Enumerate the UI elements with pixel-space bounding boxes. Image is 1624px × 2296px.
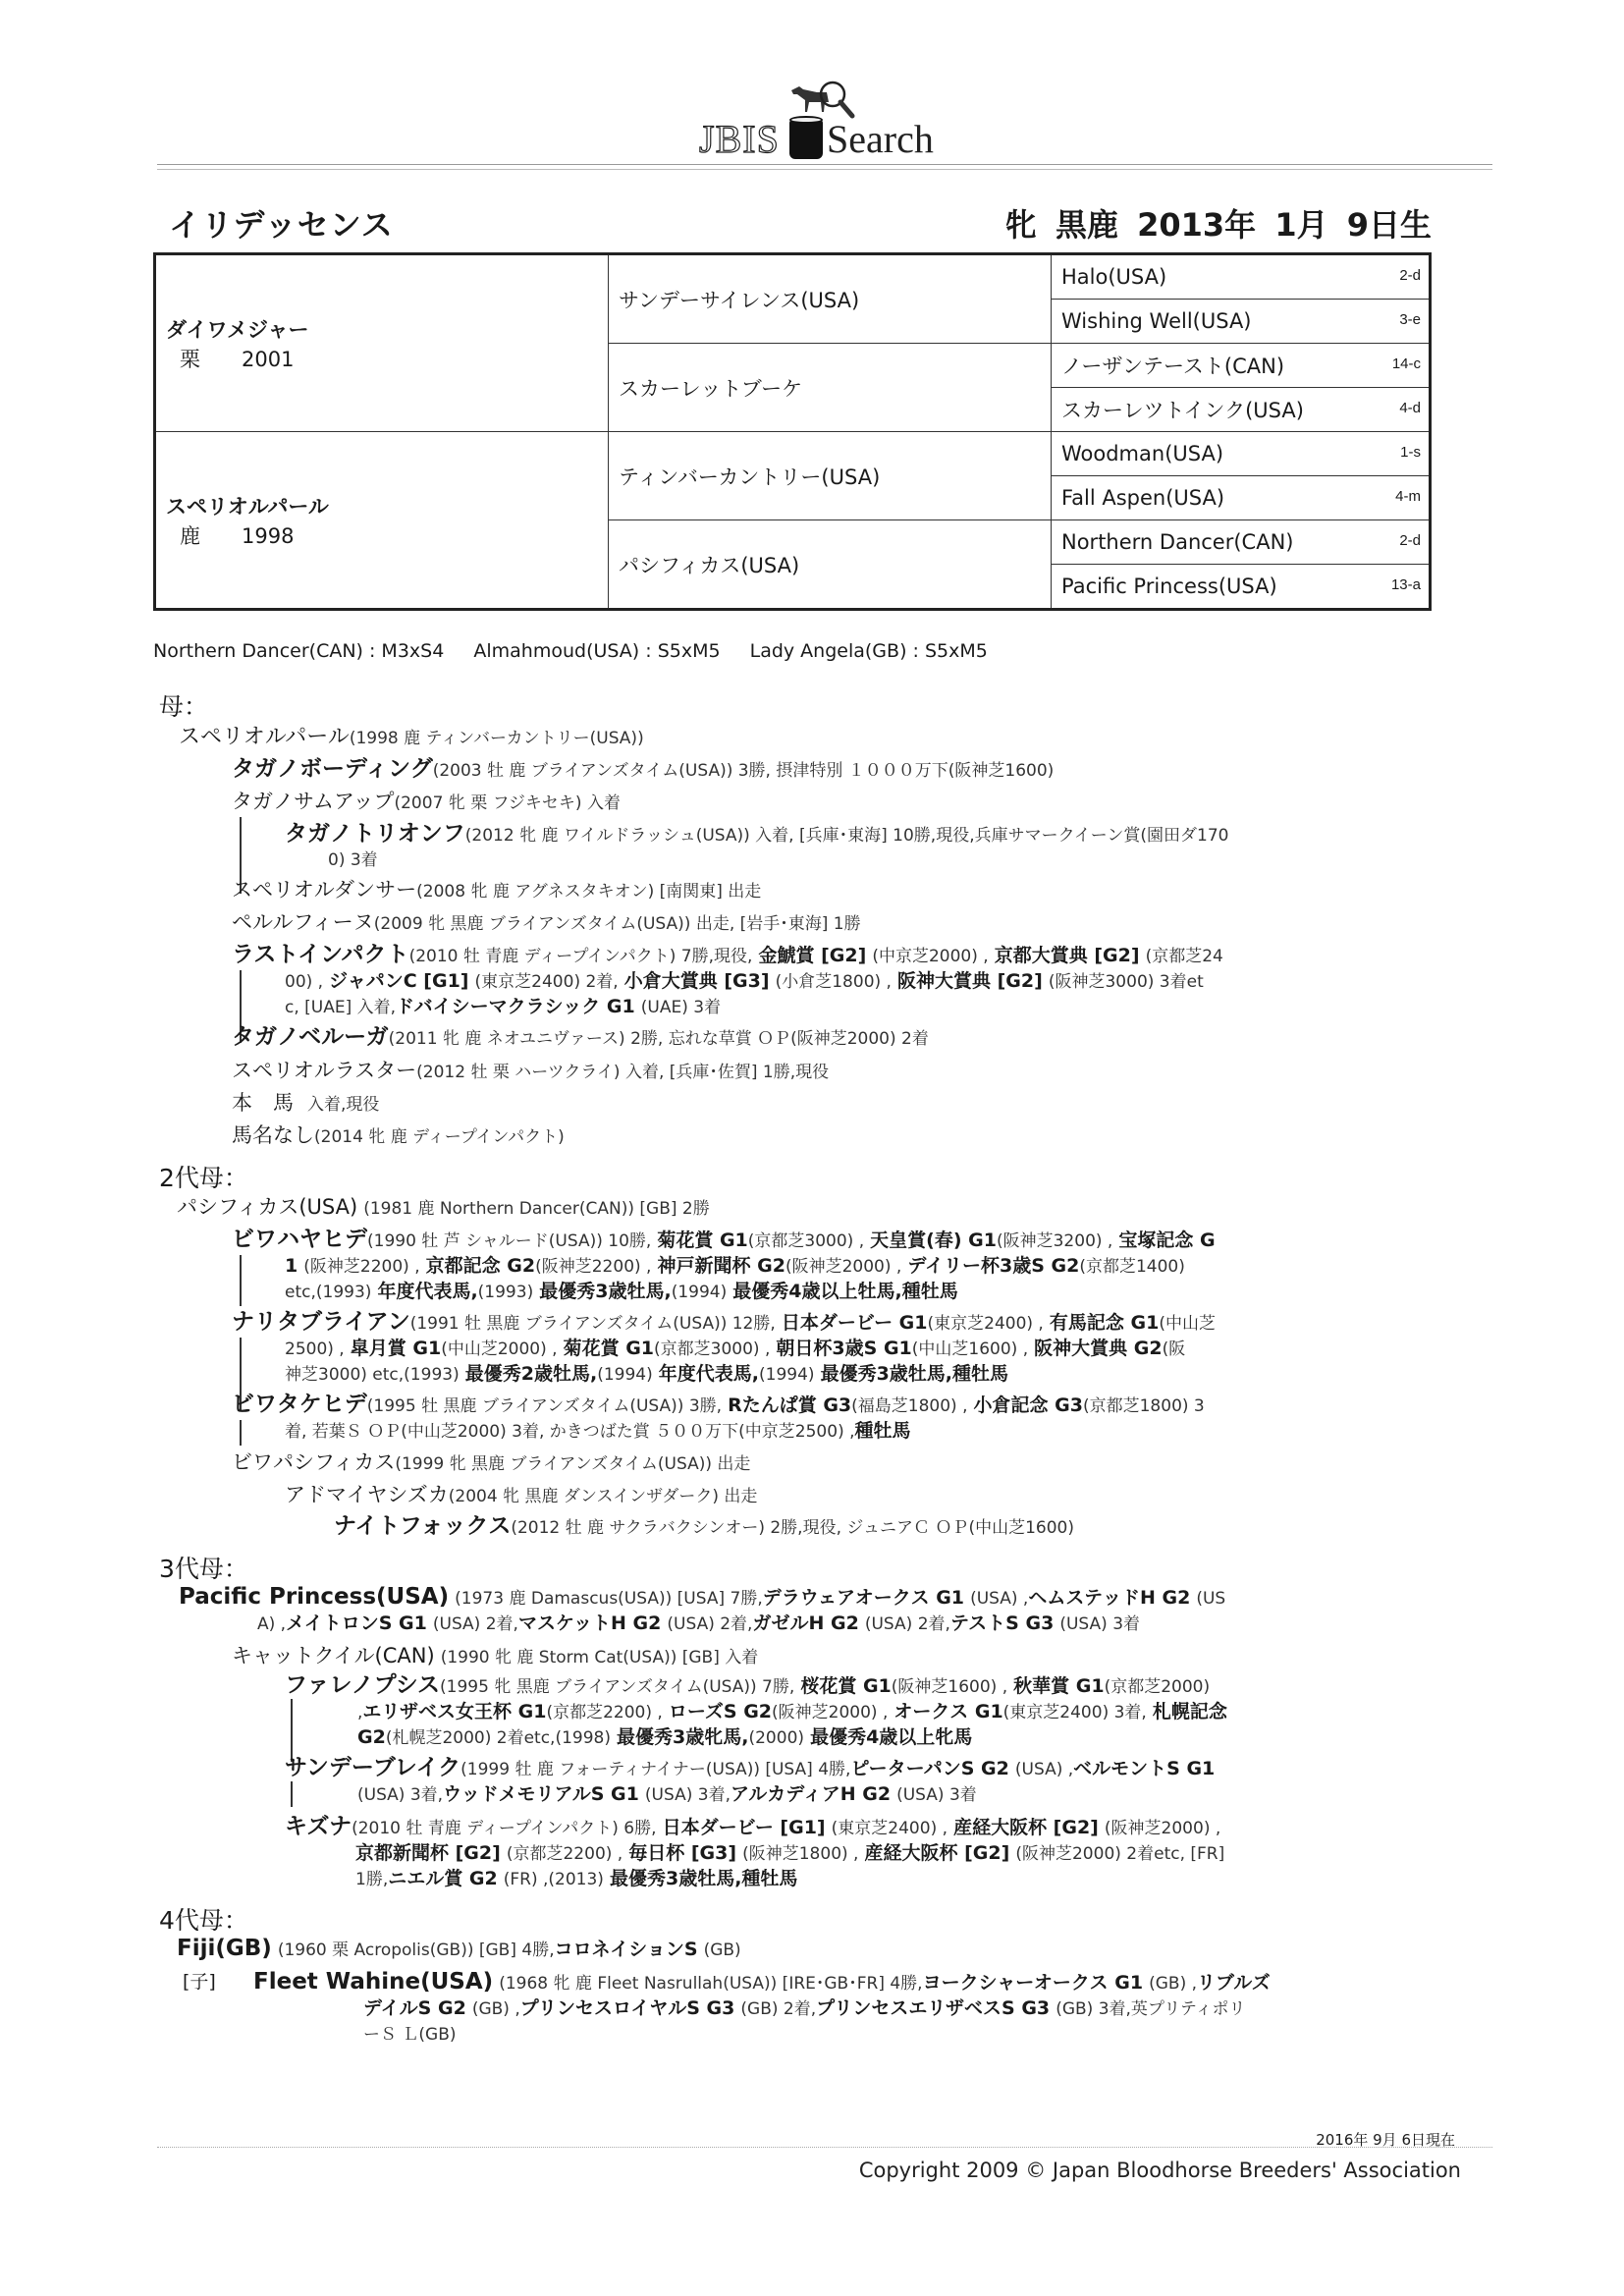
entry-detail: , [357,1703,363,1722]
logo-search: Search [827,117,934,161]
entry-name: スペリオルダンサー [232,878,417,902]
family-number: 13-a [1390,576,1421,593]
horse-name: イリデッセンス [169,206,394,244]
family-entry [285,1756,1478,1808]
entry-detail-cont: 0) 3着 [328,850,378,870]
entry-detail: (京都芝2000) [1104,1677,1211,1697]
pedigree-dam [155,432,609,610]
entry-detail: (福島芝1800) , [851,1396,968,1416]
family-entry [334,1514,1074,1541]
entry-detail: (USA) 2着, [432,1614,518,1634]
entry-detail: (GB) , [1149,1974,1198,1994]
entry-detail: (1960 栗 Acropolis(GB)) [GB] 4勝, [277,1941,555,1960]
race-win: 菊花賞 G1 [657,1230,748,1251]
entry-name: Fleet Wahine(USA) [253,1969,494,1995]
dam-color: 鹿 [180,523,200,548]
family-entry [232,1059,829,1085]
entry-detail: (阪神芝2000) , [772,1703,889,1722]
race-win: ピーターパンS G2 [850,1758,1009,1779]
family-entry [232,1393,1479,1445]
race-win: デイルS G2 [363,1997,466,2019]
entry-detail: (US [1196,1589,1226,1609]
section-g2dam-heading: 2代母： [159,1164,248,1192]
entry-detail: (2010 牡 青鹿 ディープインパクト) 6勝, [352,1819,657,1838]
award: 最優秀3歳牡馬,種牡馬 [820,1363,1009,1385]
family-number: 4-m [1395,488,1421,505]
entry-detail: (GB) [703,1941,741,1960]
race-win: 阪神大賞典 [G2] [897,970,1043,992]
family-entry [232,1228,1479,1305]
footer-divider [157,2147,1492,2148]
entry-name: ペルルフィーヌ [232,910,374,934]
award: 最優秀2歳牡馬, [464,1363,598,1385]
entry-name: スペリオルラスター [232,1059,417,1082]
family-entry [232,1450,750,1477]
entry-detail: (1993) [477,1283,534,1302]
entry-detail: (2011 牝 鹿 ネオユニヴァース) 2勝, 忘れな草賞 ＯＰ(阪神芝2000) 2着 [388,1029,929,1049]
g3-name: スカーレツトインク(USA) [1061,399,1304,422]
section-dam-heading: 母： [159,692,209,721]
entry-detail: (2004 牝 黒鹿 ダンスインザダーク) 出走 [448,1487,758,1506]
entry-detail: (USA) 2着, [667,1614,753,1634]
entry-detail: (京都芝2200) , [546,1703,663,1722]
entry-detail: (東京芝2400) 2着, [474,972,619,992]
entry-detail: (京都芝2200) , [506,1844,623,1864]
race-win: 京都大賞典 [G2] [994,945,1140,966]
entry-detail: (1991 牡 黒鹿 ブライアンズタイム(USA)) 12勝, [409,1314,776,1334]
family-entry [232,757,1054,784]
entry-detail: (1990 牡 芦 シャルード(USA)) 10勝, [367,1231,652,1251]
race-win: 札幌記念 [1152,1701,1227,1722]
copyright-notice: Copyright 2009 © Japan Bloodhorse Breeders' Association [858,2159,1461,2182]
entry-detail: (阪神芝1800) , [742,1844,859,1864]
entry-detail: (東京芝2400) , [831,1819,948,1838]
entry-detail: (阪神芝3000) 3着et [1048,972,1204,992]
entry-detail: c, [UAE] 入着, [285,998,397,1017]
entry-detail: (1994) [597,1365,653,1385]
race-win: 日本ダービー G1 [781,1312,928,1334]
race-win: マスケットH G2 [517,1613,662,1634]
entry-detail: (1990 牝 鹿 Storm Cat(USA)) [GB] 入着 [440,1648,759,1667]
entry-name: Fiji(GB) [177,1936,272,1961]
entry-detail: 入着,現役 [307,1095,380,1115]
family-entry [179,1585,1475,1637]
entry-detail: (USA) , [1014,1760,1074,1779]
entry-name: ラストインパクト [232,942,409,967]
family-entry [232,1644,758,1670]
sire-name: ダイワメジャー [166,317,309,342]
entry-detail: (2012 牡 栗 ハーツクライ) 入着, [兵庫･佐賀] 1勝,現役 [416,1063,830,1082]
horse-info [1005,200,1432,246]
entry-detail: (阪神芝2200) , [303,1257,420,1277]
award: 種牡馬 [854,1420,911,1442]
pedigree-g3 [1052,432,1431,476]
race-win: 小倉記念 G3 [973,1394,1083,1416]
entry-detail: (GB) , [471,1999,520,2019]
family-entry [177,1195,710,1222]
entry-detail: (2010 牡 青鹿 ディープインパクト) 7勝,現役, [408,947,753,966]
family-entry [232,1123,565,1150]
entry-detail: (東京芝2400) , [927,1314,1044,1334]
family-number: 3-e [1399,311,1421,328]
family-entry [179,725,644,751]
sire-color: 栗 [180,347,200,371]
entry-detail: (UAE) 3着 [640,998,722,1017]
entry-detail: (阪神芝1600) , [891,1677,1008,1697]
race-win: 金鯱賞 [G2] [758,945,867,966]
family-number: 1-s [1400,444,1421,461]
inbreeding-item: Lady Angela(GB) : S5xM5 [749,640,988,662]
entry-name: ファレノプシス [285,1672,441,1698]
entry-detail: (1998 鹿 ティンバーカントリー(USA)) [349,729,644,748]
header-divider [157,164,1492,170]
pedigree-table [153,252,1432,611]
entry-detail: 00) , [285,972,324,992]
entry-detail: (京都芝3000) , [747,1231,865,1251]
inbreeding-item: Almahmoud(USA) : S5xM5 [473,640,721,662]
award: 最優秀4歳以上牡馬,種牡馬 [732,1281,958,1302]
entry-detail: (FR) ,(2013) [503,1870,604,1889]
entry-detail: (2012 牝 鹿 ワイルドラッシュ(USA)) 入着, [兵庫･東海] 10勝,現役,兵庫サマークイーン賞(園田ダ170 [464,826,1229,846]
race-win: テストS G3 [949,1613,1055,1634]
family-entry [232,910,861,937]
award: 最優秀3歳牝馬, [617,1726,749,1748]
entry-detail: (1994) [671,1283,728,1302]
pedigree-g3 [1052,344,1431,388]
entry-detail: (GB) 3着,英プリティポリ [1056,1999,1246,2019]
entry-detail: (阪神芝3200) , [996,1231,1113,1251]
award: 最優秀3歳牡馬,種牡馬 [609,1868,798,1889]
entry-name: タガノベルーガ [232,1024,389,1050]
entry-detail: (中京芝2000) , [872,947,989,966]
inbreeding-item: Northern Dancer(CAN) : M3xS4 [153,640,445,662]
entry-name: サンデーブレイク [285,1755,461,1780]
race-win: 桜花賞 G1 [800,1675,892,1697]
g3-name: Woodman(USA) [1061,442,1224,465]
entry-name: タガノトリオンフ [285,821,465,847]
entry-detail: (2003 牡 鹿 ブライアンズタイム(USA)) 3勝, 摂津特別 １０００万下(阪神芝1600) [432,761,1055,781]
dam-year: 1998 [242,523,295,548]
race-win: 朝日杯3歳S G1 [776,1338,912,1359]
entry-detail: (1995 牡 黒鹿 ブライアンズタイム(USA)) 3勝, [366,1396,723,1416]
pedigree-g2: パシフィカス(USA) [609,520,1052,610]
entry-name: ビワパシフィカス [232,1450,396,1474]
g3-name: Northern Dancer(CAN) [1061,530,1294,554]
entry-name: タガノボーディング [232,756,433,782]
family-number: 2-d [1399,532,1421,549]
entry-detail: etc,(1993) [285,1283,372,1302]
race-win: 1 [285,1255,298,1277]
race-win: 日本ダービー [G1] [662,1817,826,1838]
pedigree-g3 [1052,388,1431,432]
inbreeding-line [153,640,1011,662]
entry-detail: (京都芝24 [1145,947,1223,966]
race-win: メイトロンS G1 [286,1613,427,1634]
race-win: 宝塚記念 G [1118,1230,1216,1251]
entry-detail: (GB) 2着, [740,1999,817,2019]
family-entry [285,1483,757,1509]
race-win: ヨークシャーオークス G1 [922,1972,1144,1994]
race-win: リブルズ [1197,1972,1271,1994]
entry-name: ナリタブライアン [232,1309,410,1335]
race-win: プリンセスロイヤルS G3 [519,1997,735,2019]
entry-detail: (中山芝1600) , [911,1339,1029,1359]
entry-detail: ーＳ Ｌ(GB) [363,2025,457,2045]
race-win: Rたんぱ賞 G3 [728,1394,852,1416]
horse-birth: 2013年 1月 9日生 [1137,206,1432,244]
entry-detail: (USA) 3着, [357,1785,444,1805]
entry-detail: 着, 若葉Ｓ ＯＰ(中山芝2000) 3着, かきつばた賞 ５００万下(中京芝2500) , [285,1422,855,1442]
family-entry [285,1673,1478,1751]
pedigree-g3 [1052,476,1431,520]
race-win: コロネイションS [554,1939,698,1960]
race-win: 菊花賞 G1 [563,1338,655,1359]
pedigree-g3 [1052,565,1431,610]
family-entry [285,822,1473,873]
entry-detail: (中山芝 [1159,1314,1216,1334]
pedigree-g3 [1052,520,1431,565]
g3-name: Halo(USA) [1061,265,1167,289]
entry-detail: (京都芝1400) [1079,1257,1185,1277]
entry-detail: 神芝3000) etc,(1993) [285,1365,460,1385]
entry-detail: (2009 牝 黒鹿 ブライアンズタイム(USA)) 出走, [岩手･東海] 1勝 [373,914,861,934]
entry-detail: (中山芝2000) , [441,1339,558,1359]
pedigree-g2: サンデーサイレンス(USA) [609,254,1052,344]
family-entry [285,1815,1478,1892]
entry-name: パシフィカス(USA) [177,1195,358,1219]
race-win: ヘムステッドH G2 [1028,1587,1191,1609]
race-win: アルカディアH G2 [731,1783,892,1805]
section-g3dam-heading: 3代母： [159,1555,248,1583]
g3-name: Pacific Princess(USA) [1061,574,1277,598]
family-entry [232,790,621,816]
race-win: 神戸新聞杯 G2 [657,1255,785,1277]
entry-detail: (1995 牝 黒鹿 ブライアンズタイム(USA)) 7勝, [440,1677,795,1697]
family-entry [232,878,761,904]
entry-name: スペリオルパール [179,725,350,749]
family-entry [177,1937,741,1963]
sire-year: 2001 [242,347,295,371]
dam-name: スペリオルパール [166,494,329,519]
entry-name: アドマイヤシズカ [285,1483,449,1506]
family-number: 4-d [1399,400,1421,416]
entry-detail: A) , [257,1614,287,1634]
award: 最優秀4歳以上牝馬 [810,1726,973,1748]
entry-detail: (USA) 3着, [644,1785,731,1805]
race-win: ニエル賞 G2 [388,1868,498,1889]
entry-detail: (阪 [1162,1339,1186,1359]
g3-name: ノーザンテースト(CAN) [1061,355,1285,378]
race-win: デラウェアオークス G1 [762,1587,965,1609]
race-win: ドバイシーマクラシック G1 [396,996,635,1017]
jbis-search-logo [699,81,954,159]
entry-detail: (USA) , [970,1589,1029,1609]
g3-name: Wishing Well(USA) [1061,309,1252,333]
entry-detail: (東京芝2400) 3着, [1002,1703,1147,1722]
race-win: 皐月賞 G1 [350,1338,442,1359]
family-entry [232,1025,929,1052]
award: 年度代表馬, [377,1281,478,1302]
entry-name: 馬名なし [232,1123,314,1147]
entry-detail: (阪神芝2000) 2着etc, [FR] [1015,1844,1225,1864]
entry-detail: (USA) 3着 [896,1785,977,1805]
family-number: 14-c [1391,355,1421,372]
race-win: 有馬記念 G1 [1049,1312,1160,1334]
section-g4dam-heading: 4代母： [159,1906,248,1935]
entry-detail: (阪神芝2200) , [535,1257,652,1277]
entry-detail: (1968 牝 鹿 Fleet Nasrullah(USA)) [IRE･GB･FR] 4勝, [499,1974,923,1994]
race-win: ウッドメモリアルS G1 [443,1783,639,1805]
race-win: 京都新聞杯 [G2] [355,1842,501,1864]
family-entry [253,1970,1481,2048]
entry-detail: (小倉芝1800) , [775,972,892,992]
race-win: プリンセスエリザベスS G3 [816,1997,1051,2019]
race-win: デイリー杯3歳S G2 [907,1255,1080,1277]
race-win: ジャパンC [G1] [329,970,469,992]
entry-detail: (阪神芝2000) , [1104,1819,1221,1838]
entry-detail: (札幌芝2000) 2着etc,(1998) [385,1728,611,1748]
family-entry [232,943,1479,1020]
entry-detail: (2014 牝 鹿 ディープインパクト) [314,1127,565,1147]
logo-jbis: JBIS [699,117,780,161]
family-number: 2-d [1399,267,1421,284]
race-win: ローズS G2 [668,1701,773,1722]
race-win: オークス G1 [893,1701,1003,1722]
entry-detail: (1973 鹿 Damascus(USA)) [USA] 7勝, [455,1589,763,1609]
entry-name: 本 馬 [232,1091,294,1115]
race-win: 京都記念 G2 [425,1255,536,1277]
entry-detail: (2007 牝 栗 フジキセキ) 入着 [394,793,621,813]
entry-detail: (2000) [748,1728,805,1748]
entry-name: ナイトフォックス [334,1513,512,1539]
entry-detail: (京都芝3000) , [654,1339,771,1359]
entry-detail: (1999 牝 黒鹿 ブライアンズタイム(USA)) 出走 [395,1454,751,1474]
race-win: 産経大阪杯 [G2] [953,1817,1099,1838]
entry-detail: (1994) [759,1365,815,1385]
race-win: 天皇賞(春) G1 [870,1230,997,1251]
pedigree-sire [155,254,609,432]
as-of-date: 2016年 9月 6日現在 [1316,2131,1455,2149]
entry-detail: (阪神芝2000) , [785,1257,902,1277]
entry-detail: (1981 鹿 Northern Dancer(CAN)) [GB] 2勝 [363,1199,710,1219]
entry-name: Pacific Princess(USA) [179,1584,450,1610]
pedigree-g3 [1052,254,1431,300]
pedigree-g3 [1052,300,1431,344]
award: 年度代表馬, [658,1363,759,1385]
entry-detail: (2012 牡 鹿 サクラバクシンオー) 2勝,現役, ジュニアＣ ＯＰ(中山芝1600) [511,1518,1074,1538]
horse-sex: 牝 [1004,206,1037,244]
horse-color: 黒鹿 [1055,206,1118,244]
race-win: エリザベス女王杯 G1 [362,1701,547,1722]
entry-name: ビワタケヒデ [232,1392,367,1417]
entry-name: キズナ [285,1814,352,1839]
award: 最優秀3歳牡馬, [539,1281,672,1302]
pedigree-g2: ティンバーカントリー(USA) [609,432,1052,520]
race-win: ベルモントS G1 [1073,1758,1216,1779]
pedigree-g2: スカーレットブーケ [609,344,1052,432]
family-entry [232,1091,379,1118]
race-win: 阪神大賞典 G2 [1034,1338,1163,1359]
race-win: ガゼルH G2 [752,1613,859,1634]
entry-detail: (京都芝1800) 3 [1082,1396,1205,1416]
entry-detail: 1勝, [355,1870,389,1889]
race-win: 毎日杯 [G3] [628,1842,737,1864]
logo-can-icon [789,120,823,159]
child-prefix: [子] [183,1971,216,1993]
family-entry [232,1310,1479,1388]
entry-detail: 2500) , [285,1339,345,1359]
entry-name: キャットクイル(CAN) [232,1644,435,1667]
race-win: 秋華賞 G1 [1013,1675,1105,1697]
race-win: 小倉大賞典 [G3] [623,970,770,992]
entry-name: ビワハヤヒデ [232,1227,367,1252]
entry-detail: (USA) 3着 [1059,1614,1141,1634]
race-win: G2 [357,1726,386,1748]
entry-name: タガノサムアップ [232,790,395,813]
g3-name: Fall Aspen(USA) [1061,486,1225,510]
entry-detail: (1999 牡 鹿 フォーティナイナー(USA)) [USA] 4勝, [460,1760,851,1779]
race-win: 産経大阪杯 [G2] [864,1842,1010,1864]
entry-detail: (USA) 2着, [864,1614,950,1634]
entry-detail: (2008 牝 鹿 アグネスタキオン) [南関東] 出走 [416,882,762,902]
